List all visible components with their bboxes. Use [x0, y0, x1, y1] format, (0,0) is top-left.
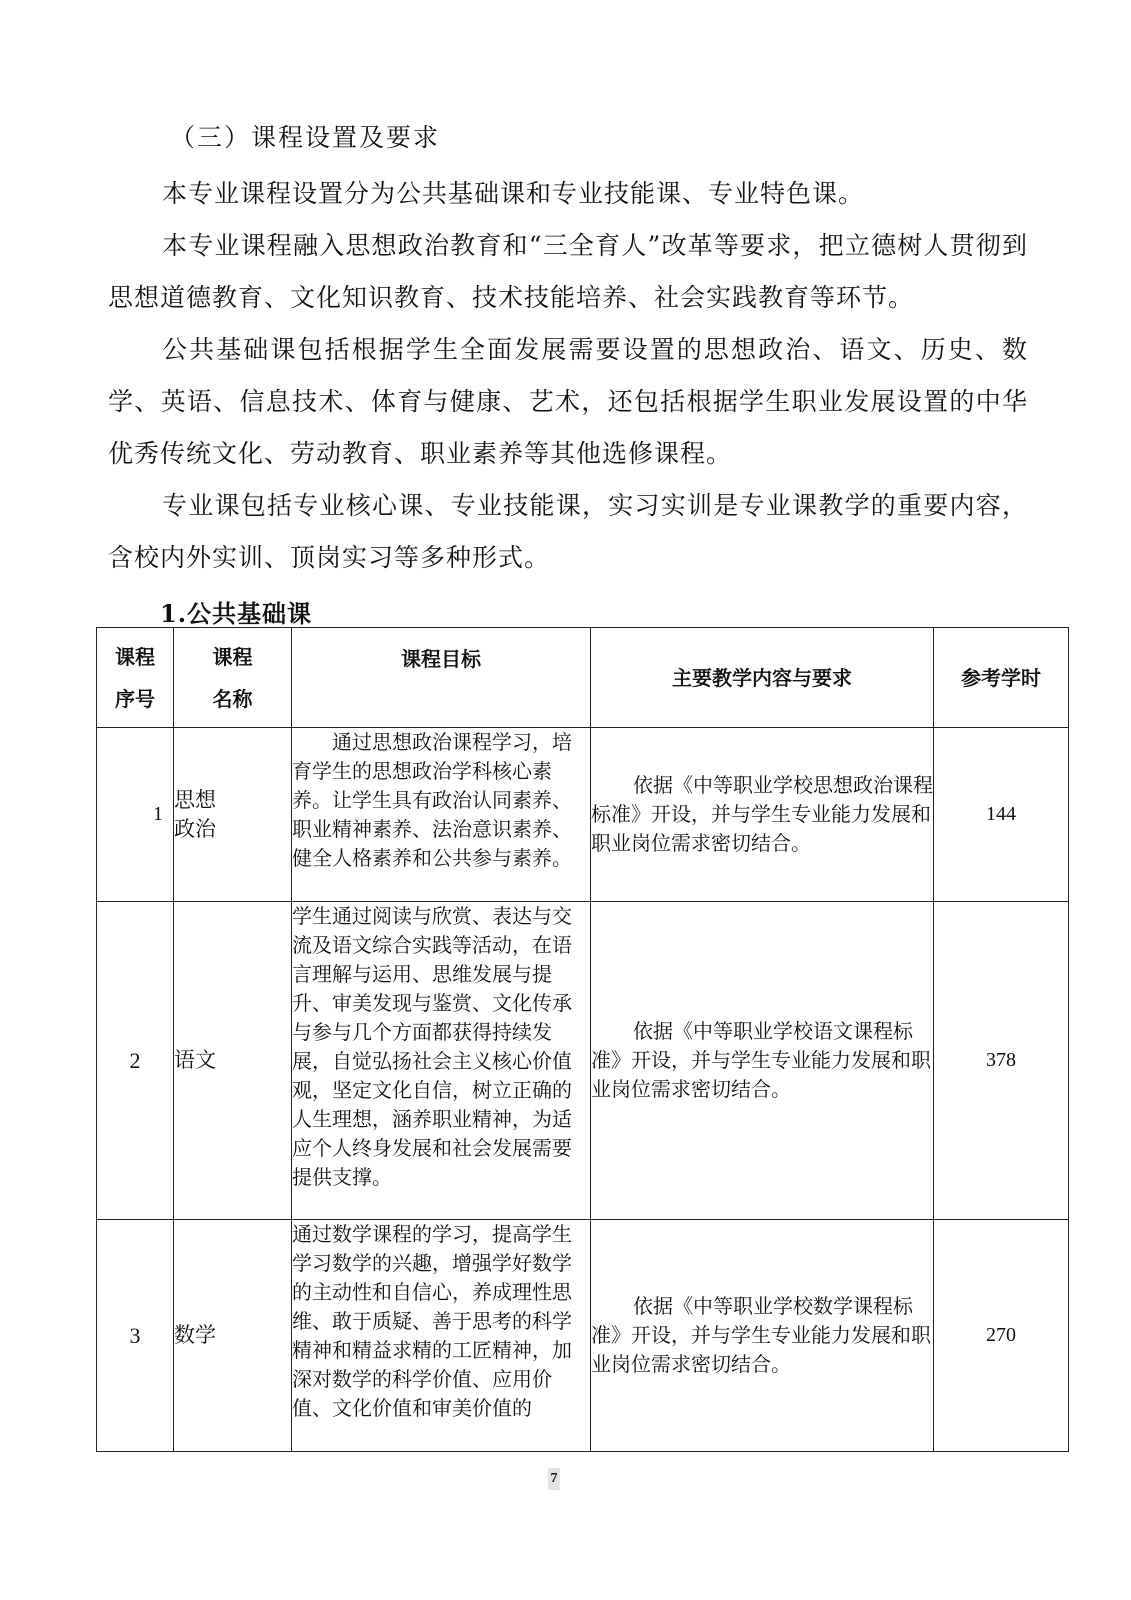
subheading-public-courses: 1.公共基础课	[160, 599, 313, 628]
row-seq: 1	[97, 728, 174, 902]
row-goal: 通过数学课程的学习，提高学生学习数学的兴趣，增强学好数学的主动性和自信心，养成理性思维、敢于质疑、善于思考的科学精神和精益求精的工匠精神，加深对数学的科学价值、应用价值、文化价值和审美价值的	[292, 1220, 591, 1452]
header-seq-line2: 序号	[115, 686, 155, 711]
row-content: 依据《中等职业学校思想政治课程标准》开设，并与学生专业能力发展和职业岗位需求密切结合。	[591, 728, 934, 902]
header-seq	[97, 628, 174, 728]
section-heading: （三）课程设置及要求	[170, 123, 441, 152]
page-number: 7	[548, 1468, 560, 1490]
table-header-row	[97, 628, 1069, 728]
row-hours: 378	[934, 902, 1069, 1220]
header-hours: 参考学时	[934, 628, 1069, 728]
header-content: 主要教学内容与要求	[591, 628, 934, 728]
row-hours: 144	[934, 728, 1069, 902]
header-seq-line1: 课程	[115, 644, 155, 669]
row-goal: 学生通过阅读与欣赏、表达与交流及语文综合实践等活动，在语言理解与运用、思维发展与提升、审美发现与鉴赏、文化传承与参与几个方面都获得持续发展，自觉弘扬社会主义核心价值观，坚定文化自信，树立正确的人生理想，涵养职业精神，为适应个人终身发展和社会发展需要提供支撑。	[292, 902, 591, 1220]
header-name-line1: 课程	[212, 644, 253, 669]
row-name: 思想 政治	[174, 728, 292, 902]
row-name: 数学	[174, 1220, 292, 1452]
row-seq: 3	[97, 1220, 174, 1452]
paragraph-course-structure: 本专业课程设置分为公共基础课和专业技能课、专业特色课。	[162, 179, 865, 208]
header-name	[174, 628, 292, 728]
table-row	[97, 902, 1069, 1220]
row-name: 语文	[174, 902, 292, 1220]
row-seq: 2	[97, 902, 174, 1220]
header-goal: 课程目标	[292, 628, 591, 728]
row-content: 依据《中等职业学校语文课程标准》开设，并与学生专业能力发展和职业岗位需求密切结合。	[591, 902, 934, 1220]
row-goal: 通过思想政治课程学习，培育学生的思想政治学科核心素养。让学生具有政治认同素养、职业精神素养、法治意识素养、健全人格素养和公共参与素养。	[292, 728, 591, 902]
row-content: 依据《中等职业学校数学课程标准》开设，并与学生专业能力发展和职业岗位需求密切结合。	[591, 1220, 934, 1452]
header-name-line2: 名称	[212, 686, 253, 711]
paragraph-professional-courses: 专业课包括专业核心课、专业技能课，实习实训是专业课教学的重要内容，含校内外实训、顶岗实习等多种形式。	[108, 491, 1028, 572]
row-hours: 270	[934, 1220, 1069, 1452]
paragraph-public-courses: 公共基础课包括根据学生全面发展需要设置的思想政治、语文、历史、数学、英语、信息技术、体育与健康、艺术，还包括根据学生职业发展设置的中华优秀传统文化、劳动教育、职业素养等其他选修课程。	[108, 335, 1028, 468]
table-row	[97, 728, 1069, 902]
paragraph-moral-education: 本专业课程融入思想政治教育和“三全育人”改革等要求，把立德树人贯彻到思想道德教育、文化知识教育、技术技能培养、社会实践教育等环节。	[108, 231, 1028, 312]
table-row	[97, 1220, 1069, 1452]
course-table	[96, 627, 1069, 1452]
